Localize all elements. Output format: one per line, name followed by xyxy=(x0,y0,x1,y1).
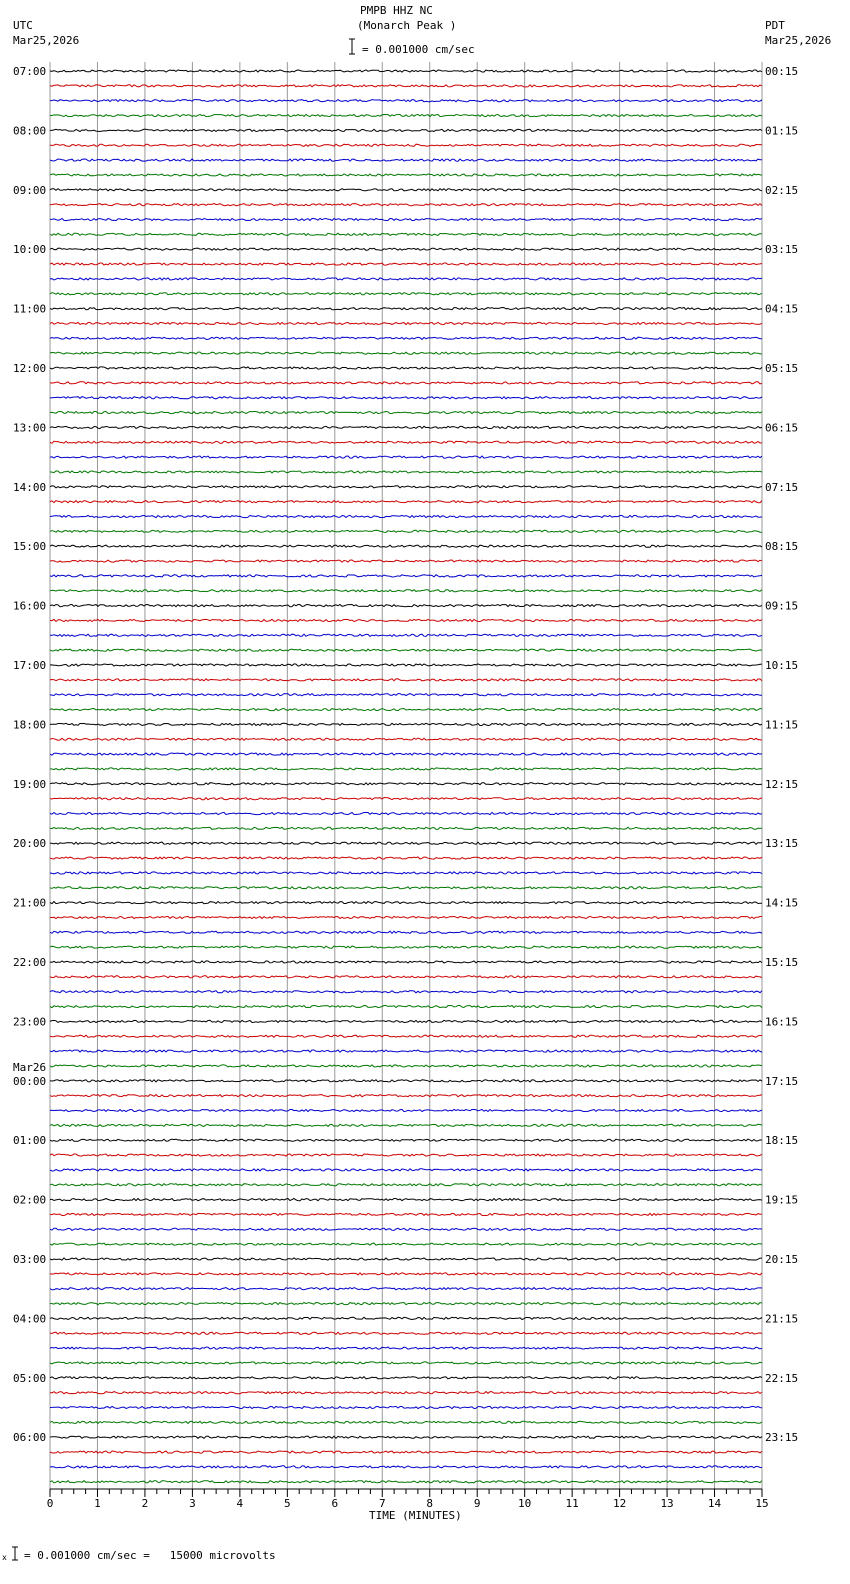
x-tick-label: 5 xyxy=(284,1497,291,1510)
seismogram-trace xyxy=(50,590,762,592)
utc-hour-label: 20:00 xyxy=(13,837,47,851)
seismogram-trace xyxy=(50,545,762,547)
seismogram-trace xyxy=(50,1288,762,1290)
date-change-label: Mar26 xyxy=(13,1061,47,1074)
pdt-hour-label: 15:15 xyxy=(765,956,799,969)
x-tick-label: 3 xyxy=(189,1497,196,1510)
seismogram-trace xyxy=(50,397,762,399)
seismogram-trace xyxy=(50,723,762,725)
x-tick-label: 6 xyxy=(331,1497,339,1510)
x-tick-label: 11 xyxy=(565,1497,579,1510)
seismogram-trace xyxy=(50,1436,762,1438)
utc-hour-label: 23:00 xyxy=(13,1015,47,1029)
station-title: PMPB HHZ NC xyxy=(360,4,433,17)
seismogram-trace xyxy=(50,1451,762,1453)
seismogram-trace xyxy=(50,1347,762,1349)
seismogram-trace xyxy=(50,441,762,443)
seismogram-trace xyxy=(50,1213,762,1215)
utc-hour-label: 14:00 xyxy=(13,480,47,494)
x-tick-label: 4 xyxy=(236,1497,244,1510)
x-tick-label: 12 xyxy=(612,1497,627,1510)
seismogram-trace xyxy=(50,144,762,146)
seismogram-trace xyxy=(50,1169,762,1171)
seismogram-trace xyxy=(50,1139,762,1141)
utc-hour-label: 02:00 xyxy=(13,1193,47,1207)
utc-hour-label: 08:00 xyxy=(13,124,47,138)
pdt-hour-label: 10:15 xyxy=(765,659,799,672)
utc-hour-label: 16:00 xyxy=(13,599,47,613)
seismogram-trace xyxy=(50,575,762,577)
seismogram-trace xyxy=(50,931,762,933)
seismogram-trace xyxy=(50,634,762,636)
seismogram-trace xyxy=(50,1199,762,1201)
seismogram-trace xyxy=(50,827,762,829)
x-tick-label: 2 xyxy=(141,1497,149,1510)
seismogram-trace xyxy=(50,649,762,651)
seismogram-trace xyxy=(50,263,762,265)
seismogram-trace xyxy=(50,1124,762,1126)
pdt-hour-label: 00:15 xyxy=(765,65,799,78)
seismogram-trace xyxy=(50,679,762,681)
utc-hour-label: 13:00 xyxy=(13,421,47,435)
pdt-hour-label: 03:15 xyxy=(765,243,799,257)
pdt-hour-label: 19:15 xyxy=(765,1193,799,1207)
seismogram-trace xyxy=(50,1377,762,1379)
pdt-hour-label: 11:15 xyxy=(765,718,799,732)
pdt-hour-label: 04:15 xyxy=(765,302,799,316)
seismogram-trace xyxy=(50,248,762,250)
seismogram-trace xyxy=(50,991,762,993)
seismogram-trace xyxy=(50,1020,762,1022)
seismogram-trace xyxy=(50,1006,762,1008)
scale-text: = 0.001000 cm/sec xyxy=(362,43,475,56)
seismogram-trace xyxy=(50,486,762,488)
seismogram-trace xyxy=(50,70,762,72)
seismogram-trace xyxy=(50,204,762,206)
seismogram-trace xyxy=(50,1481,762,1483)
seismogram-trace xyxy=(50,619,762,621)
seismogram-trace xyxy=(50,857,762,859)
seismogram-trace xyxy=(50,976,762,978)
pdt-hour-label: 09:15 xyxy=(765,599,799,613)
seismogram-trace xyxy=(50,100,762,102)
seismogram-trace xyxy=(50,1421,762,1423)
station-location: (Monarch Peak ) xyxy=(357,19,457,32)
seismogram-trace xyxy=(50,605,762,607)
utc-hour-label: 06:00 xyxy=(13,1431,47,1445)
seismogram-trace xyxy=(50,694,762,696)
utc-label: UTC xyxy=(13,19,33,32)
seismogram-trace xyxy=(50,1050,762,1052)
seismogram-trace xyxy=(50,1228,762,1230)
x-tick-label: 10 xyxy=(518,1497,532,1510)
seismogram-trace xyxy=(50,129,762,131)
seismogram-trace xyxy=(50,872,762,874)
utc-hour-label: 22:00 xyxy=(13,956,47,969)
seismogram-trace xyxy=(50,352,762,354)
seismogram-trace xyxy=(50,189,762,191)
pdt-hour-label: 07:15 xyxy=(765,480,799,494)
seismogram-trace xyxy=(50,426,762,428)
pdt-hour-label: 14:15 xyxy=(765,896,799,910)
utc-hour-label: 21:00 xyxy=(13,896,47,910)
seismogram-trace xyxy=(50,1035,762,1037)
seismogram-trace xyxy=(50,293,762,295)
pdt-hour-label: 17:15 xyxy=(765,1074,799,1088)
seismogram-trace xyxy=(50,709,762,711)
utc-hour-label: 19:00 xyxy=(13,777,47,791)
pdt-hour-label: 16:15 xyxy=(765,1015,799,1029)
seismogram-trace xyxy=(50,337,762,339)
seismogram-trace xyxy=(50,798,762,800)
seismogram-trace xyxy=(50,174,762,176)
utc-date: Mar25,2026 xyxy=(13,34,80,47)
seismogram-trace xyxy=(50,1392,762,1394)
seismogram-trace xyxy=(50,530,762,532)
seismogram-trace xyxy=(50,278,762,280)
seismogram-trace xyxy=(50,1258,762,1260)
seismogram-trace xyxy=(50,1109,762,1111)
x-tick-label: 1 xyxy=(94,1497,101,1510)
utc-hour-label: 09:00 xyxy=(13,183,47,197)
utc-hour-label: 04:00 xyxy=(13,1312,47,1326)
pdt-hour-label: 01:15 xyxy=(765,124,799,138)
pdt-hour-label: 22:15 xyxy=(765,1371,799,1385)
seismogram-trace xyxy=(50,664,762,666)
pdt-hour-label: 20:15 xyxy=(765,1253,799,1266)
utc-hour-label: 11:00 xyxy=(13,302,47,316)
utc-hour-label: 03:00 xyxy=(13,1253,47,1266)
seismogram-trace xyxy=(50,842,762,844)
seismogram-trace xyxy=(50,1184,762,1186)
seismogram-trace xyxy=(50,159,762,161)
seismogram-trace xyxy=(50,783,762,785)
seismogram-trace xyxy=(50,1273,762,1275)
seismogram-trace xyxy=(50,233,762,235)
seismogram-trace xyxy=(50,1406,762,1408)
seismogram-trace xyxy=(50,456,762,458)
utc-hour-label: 05:00 xyxy=(13,1371,47,1385)
seismogram-trace xyxy=(50,1317,762,1319)
seismogram-trace xyxy=(50,1095,762,1097)
seismogram-trace xyxy=(50,308,762,310)
seismogram-trace xyxy=(50,902,762,904)
utc-hour-label: 15:00 xyxy=(13,540,47,554)
x-tick-label: 15 xyxy=(755,1497,769,1510)
seismogram-trace xyxy=(50,85,762,87)
x-tick-label: 8 xyxy=(426,1497,434,1510)
x-tick-label: 9 xyxy=(473,1497,481,1510)
seismogram-trace xyxy=(50,560,762,562)
seismogram-trace xyxy=(50,887,762,889)
seismogram-trace xyxy=(50,218,762,220)
x-tick-label: 14 xyxy=(707,1497,722,1510)
x-tick-label: 0 xyxy=(46,1497,54,1510)
seismogram-trace xyxy=(50,738,762,740)
seismogram-trace xyxy=(50,753,762,755)
utc-hour-label: 18:00 xyxy=(13,718,47,732)
seismogram-trace xyxy=(50,1080,762,1082)
footer-marker: x xyxy=(2,1553,7,1562)
seismogram-trace xyxy=(50,115,762,117)
seismogram-trace xyxy=(50,322,762,324)
pdt-hour-label: 05:15 xyxy=(765,362,799,375)
seismogram-trace xyxy=(50,412,762,414)
pdt-hour-label: 21:15 xyxy=(765,1312,799,1326)
seismogram-trace xyxy=(50,515,762,517)
pdt-hour-label: 06:15 xyxy=(765,421,799,435)
x-axis-title: TIME (MINUTES) xyxy=(369,1509,462,1522)
seismogram-trace xyxy=(50,946,762,948)
seismogram-trace xyxy=(50,1303,762,1305)
utc-hour-label: 00:00 xyxy=(13,1074,47,1088)
pdt-date: Mar25,2026 xyxy=(765,34,832,47)
seismogram-trace xyxy=(50,916,762,918)
seismogram-trace xyxy=(50,1154,762,1156)
seismogram-trace xyxy=(50,1243,762,1245)
seismogram-trace xyxy=(50,1466,762,1468)
seismogram-trace xyxy=(50,367,762,369)
seismogram-trace xyxy=(50,768,762,770)
seismogram-trace xyxy=(50,1332,762,1334)
utc-hour-label: 10:00 xyxy=(13,243,47,257)
seismogram-trace xyxy=(50,812,762,814)
seismogram-trace xyxy=(50,501,762,503)
x-tick-label: 7 xyxy=(378,1497,386,1510)
x-tick-label: 13 xyxy=(660,1497,674,1510)
seismogram-trace xyxy=(50,1065,762,1067)
utc-hour-label: 01:00 xyxy=(13,1134,47,1148)
pdt-hour-label: 12:15 xyxy=(765,777,799,791)
footer-scale-text: = 0.001000 cm/sec = 15000 microvolts xyxy=(24,1549,276,1562)
utc-hour-label: 07:00 xyxy=(13,65,47,78)
pdt-hour-label: 08:15 xyxy=(765,540,799,554)
pdt-label: PDT xyxy=(765,19,785,32)
utc-hour-label: 12:00 xyxy=(13,362,47,375)
pdt-hour-label: 02:15 xyxy=(765,183,799,197)
pdt-hour-label: 13:15 xyxy=(765,837,799,851)
seismogram-trace xyxy=(50,961,762,963)
pdt-hour-label: 18:15 xyxy=(765,1134,799,1148)
utc-hour-label: 17:00 xyxy=(13,659,47,672)
pdt-hour-label: 23:15 xyxy=(765,1431,799,1445)
seismogram-trace xyxy=(50,382,762,384)
seismogram-trace xyxy=(50,1362,762,1364)
seismogram-trace xyxy=(50,471,762,473)
